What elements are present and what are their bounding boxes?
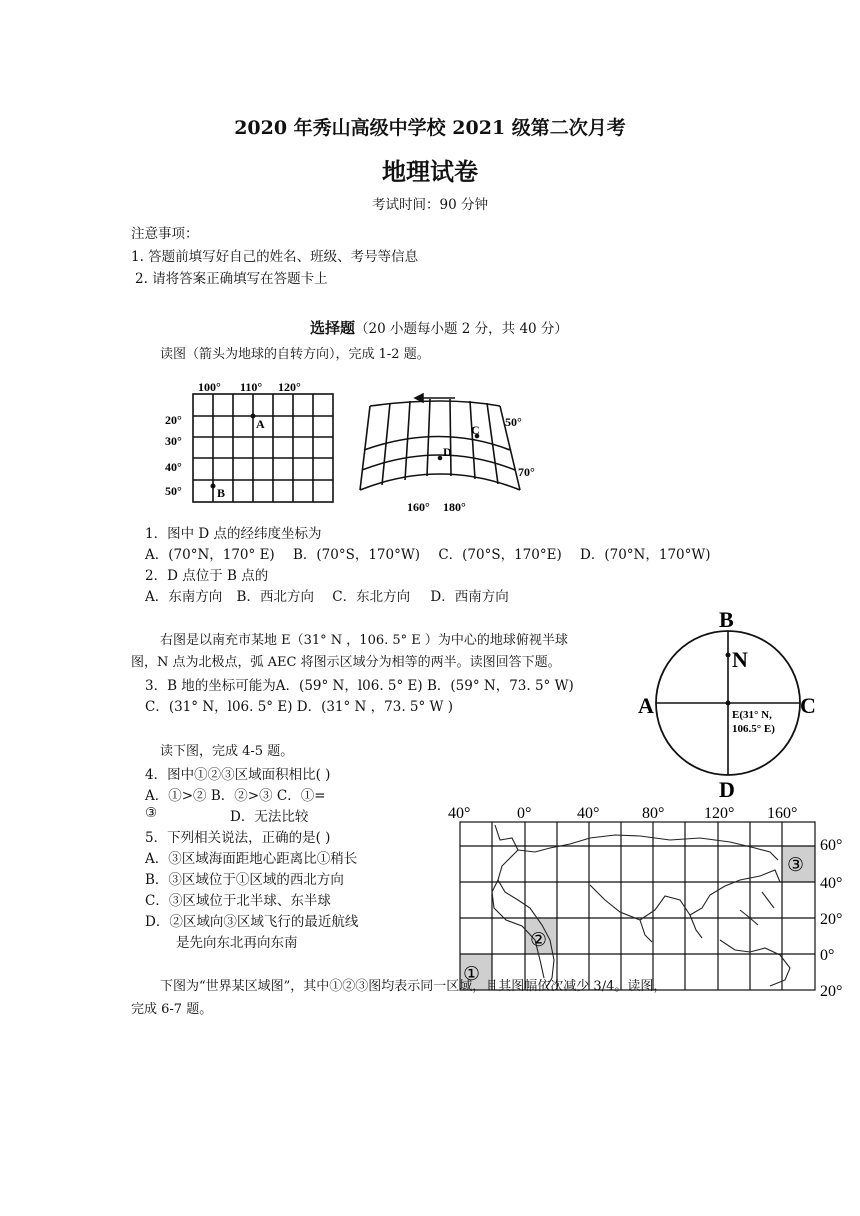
lon-label: 110° (240, 380, 263, 394)
lat-label: 20° (165, 413, 182, 427)
point-c-label: C (471, 423, 480, 437)
exam-time: 考试时间：90 分钟 (372, 197, 488, 213)
q1-option-c: C．(70°S，170°E) (438, 547, 562, 563)
fan-grid-lines (360, 399, 520, 490)
group1-intro: 读图（箭头为地球的自转方向），完成 1-2 题。 (160, 347, 430, 362)
question-4: 4．图中①②③区域面积相比( ) (145, 767, 331, 783)
point-a-label: A (256, 417, 265, 431)
point-b-label: B (719, 607, 734, 632)
point-b-dot (211, 484, 216, 489)
section-note: （20 小题每小题 2 分，共 40 分） (355, 321, 568, 337)
q2-options (145, 585, 509, 605)
lon-label: 160° (767, 805, 798, 822)
notice-item: 2. 请将答案正确填写在答题卡上 (135, 271, 328, 287)
point-d-dot (438, 456, 443, 461)
lat-label: 40° (165, 460, 182, 474)
lat-label: 50° (505, 415, 522, 429)
coastline-outline (492, 825, 790, 988)
q1-option-a: A．(70°N，170° E) (145, 547, 275, 563)
exam-title: 2020 年秀山高级中学校 2021 级第二次月考 (234, 117, 626, 139)
point-b-label: B (217, 486, 226, 500)
section-header (310, 317, 568, 338)
lon-label: 100° (198, 380, 221, 394)
q5-option-d: D．②区域向③区域飞行的最近航线 (145, 914, 359, 930)
lon-label: 80° (642, 805, 665, 822)
lon-label: 120° (704, 805, 735, 822)
question-2: 2．D 点位于 B 点的 (145, 568, 269, 584)
q5-option-c: C．③区域位于北半球、东半球 (145, 893, 331, 909)
lon-label: 40° (577, 805, 600, 822)
notice-heading: 注意事项： (131, 226, 199, 242)
center-e-dot (726, 701, 731, 706)
polar-fan-figure (355, 388, 550, 518)
region-1-label: ① (463, 964, 481, 985)
group2-intro-1: 右图是以南充市某地 E（31° N ，106. 5° E ）为中心的地球俯视半球 (160, 633, 568, 648)
notice-item: 1. 答题前填写好自己的姓名、班级、考号等信息 (131, 249, 419, 265)
q1-option-b: B．(70°S，170°W) (292, 547, 421, 563)
point-a-dot (251, 414, 256, 419)
q2-option-a: A．东南方向 (145, 589, 223, 605)
q5-option-b: B．③区域位于①区域的西北方向 (145, 872, 344, 888)
map-grid-lines (460, 822, 815, 990)
q4-options: A．①>② B．②>③ C．①= (145, 788, 326, 804)
q2-option-c: C．东北方向 (332, 589, 411, 605)
hemisphere-circle-figure (635, 605, 825, 800)
lat-label: 70° (518, 465, 535, 479)
lat-label: 20° (820, 983, 843, 1000)
north-pole-label: N (732, 647, 748, 672)
q5-option-a: A．③区域海面距地心距离比①稍长 (145, 851, 358, 867)
question-3-line1: 3．B 地的坐标可能为A．(59° N，l06. 5° E) B．(59° N，73. 5° W) (145, 678, 574, 694)
lon-label: 0° (517, 805, 532, 822)
q1-option-d: D．(70°N，170°W) (580, 547, 711, 563)
lat-label: 30° (165, 434, 182, 448)
lon-label: 120° (278, 380, 301, 394)
question-5: 5．下列相关说法，正确的是( ) (145, 830, 331, 846)
north-pole-dot (726, 653, 731, 658)
section-title: 选择题 (310, 319, 356, 337)
point-a-label: A (638, 693, 654, 718)
q2-option-d: D．西南方向 (430, 589, 509, 605)
question-3-line2: C．(31° N，l06. 5° E) D．(31° N ，73. 5° W ) (145, 699, 453, 715)
lat-lon-grid-figure (160, 370, 350, 510)
lat-label: 50° (165, 484, 182, 498)
center-e-label-1: E(31° N, (732, 709, 772, 721)
exam-subtitle: 地理试卷 (382, 157, 478, 186)
point-d-label: D (443, 445, 452, 459)
point-d-label: D (719, 777, 735, 800)
lon-label: 160° (407, 500, 430, 514)
lat-label: 20° (820, 911, 843, 928)
group3-intro: 读下图，完成 4-5 题。 (160, 744, 294, 759)
lat-label: 40° (820, 875, 843, 892)
lat-label: 0° (820, 947, 835, 964)
lat-label: 60° (820, 837, 843, 854)
q4-option-c-cont: ③ (145, 805, 158, 821)
q1-options (145, 543, 711, 563)
q4-option-d: D．无法比较 (230, 809, 309, 825)
group4-intro-1: 下图为“世界某区域图”，其中①②③图均表示同一区域，且其图幅依次减少 3/4。读图， (160, 979, 667, 994)
question-1: 1．图中 D 点的经纬度坐标为 (145, 526, 322, 542)
region-2-label: ② (530, 930, 548, 951)
lon-label: 40° (448, 805, 471, 822)
q2-option-b: B．西北方向 (236, 589, 314, 605)
group2-intro-2: 图，N 点为北极点，弧 AEC 将图示区域分为相等的两半。读图回答下题。 (131, 655, 561, 670)
point-c-label: C (800, 693, 816, 718)
q5-option-d-cont: 是先向东北再向东南 (176, 935, 298, 951)
group4-intro-2: 完成 6-7 题。 (131, 1002, 213, 1017)
center-e-label-2: 106.5° E) (732, 723, 775, 735)
region-3-label: ③ (787, 855, 805, 876)
lon-label: 180° (443, 500, 466, 514)
